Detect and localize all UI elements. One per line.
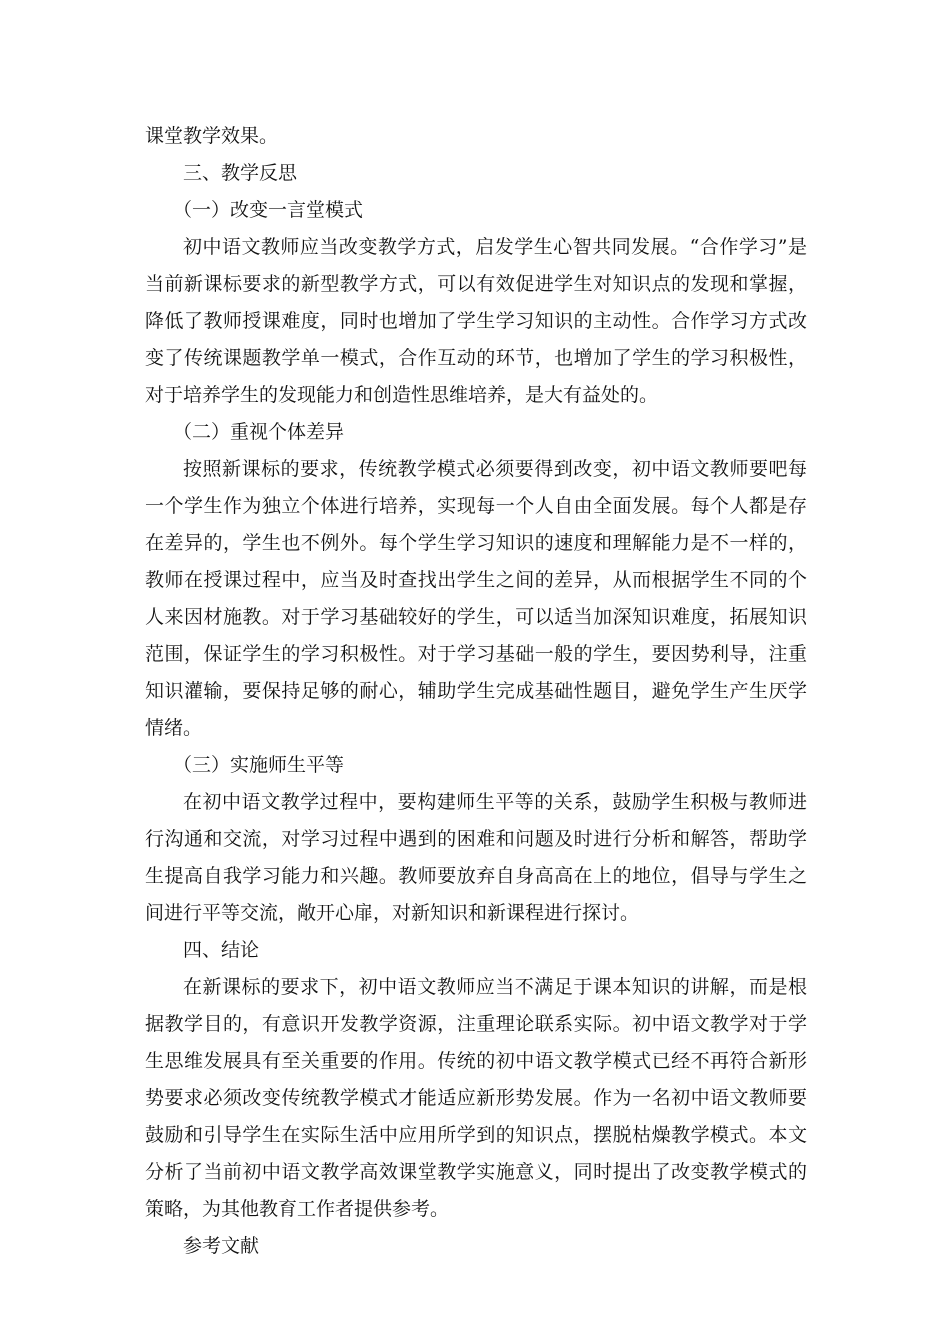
section-heading-reflection: 三、教学反思 — [183, 162, 298, 184]
paragraph: 在新课标的要求下，初中语文教师应当不满足于课本知识的讲解，而是根据教学目的，有意识开发教学资源，注重理论联系实际。初中语文教学对于学生思维发展具有至关重要的作用。传统的初中语文教学模式已经不再符合新形势要求必须改变传统教学模式才能适应新形势发展。作为一名初中语文教师要鼓励和引导学生在实际生活中应用所学到的知识点，摆脱枯燥教学模式。本文分析了当前初中语文教学高效课堂教学实施意义，同时提出了改变教学模式的策略，为其他教育工作者提供参考。 — [145, 976, 807, 1220]
opening-fragment: 课堂教学效果。 — [145, 125, 279, 147]
subsection-heading-2: （二）重视个体差异 — [173, 421, 345, 443]
paragraph: 在初中语文教学过程中，要构建师生平等的关系，鼓励学生积极与教师进行沟通和交流，对学习过程中遇到的困难和问题及时进行分析和解答，帮助学生提高自我学习能力和兴趣。教师要放弃自身高高在上的地位，倡导与学生之间进行平等交流，敞开心扉，对新知识和新课程进行探讨。 — [145, 791, 807, 924]
section-heading-conclusion: 四、结论 — [183, 939, 260, 961]
subsection-heading-3: （三）实施师生平等 — [173, 754, 345, 776]
document-body — [145, 118, 807, 1265]
subsection-heading-1: （一）改变一言堂模式 — [173, 199, 364, 221]
section-heading-references: 参考文献 — [183, 1235, 260, 1257]
paragraph: 初中语文教师应当改变教学方式，启发学生心智共同发展。“合作学习”是当前新课标要求的新型教学方式，可以有效促进学生对知识点的发现和掌握，降低了教师授课难度，同时也增加了学生学习知识的主动性。合作学习方式改变了传统课题教学单一模式，合作互动的环节，也增加了学生的学习积极性，对于培养学生的发现能力和创造性思维培养，是大有益处的。 — [145, 236, 807, 406]
paragraph: 按照新课标的要求，传统教学模式必须要得到改变，初中语文教师要吧每一个学生作为独立个体进行培养，实现每一个人自由全面发展。每个人都是存在差异的，学生也不例外。每个学生学习知识的速度和理解能力是不一样的，教师在授课过程中，应当及时查找出学生之间的差异，从而根据学生不同的个人来因材施教。对于学习基础较好的学生，可以适当加深知识难度，拓展知识范围，保证学生的学习积极性。对于学习基础一般的学生，要因势利导，注重知识灌输，要保持足够的耐心，辅助学生完成基础性题目，避免学生产生厌学情绪。 — [145, 458, 807, 739]
